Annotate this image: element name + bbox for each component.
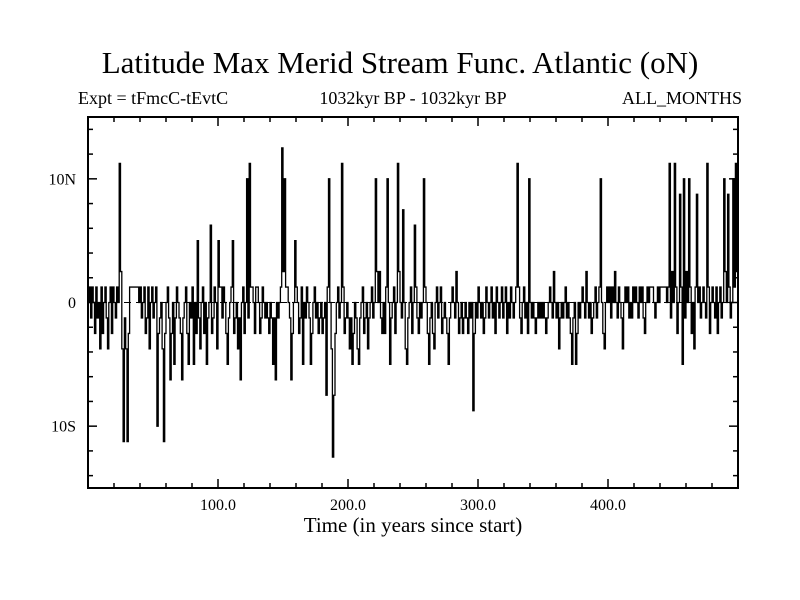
x-tick-label: 400.0 xyxy=(590,497,626,514)
time-range-label: 1032kyr BP - 1032kyr BP xyxy=(319,88,507,108)
x-tick-label: 300.0 xyxy=(460,497,496,514)
experiment-label: Expt = tFmcC-tEvtC xyxy=(78,88,229,108)
y-tick-label: 10S xyxy=(51,418,76,436)
chart-title: Latitude Max Merid Stream Func. Atlantic (oN) xyxy=(101,45,699,80)
data-series-line xyxy=(88,148,738,457)
x-axis-title: Time (in years since start) xyxy=(303,513,523,537)
y-tick-label: 10N xyxy=(48,171,76,189)
x-tick-label: 100.0 xyxy=(200,497,236,514)
y-tick-label: 0 xyxy=(68,295,76,312)
months-label: ALL_MONTHS xyxy=(622,88,742,108)
x-tick-label: 200.0 xyxy=(330,497,366,514)
